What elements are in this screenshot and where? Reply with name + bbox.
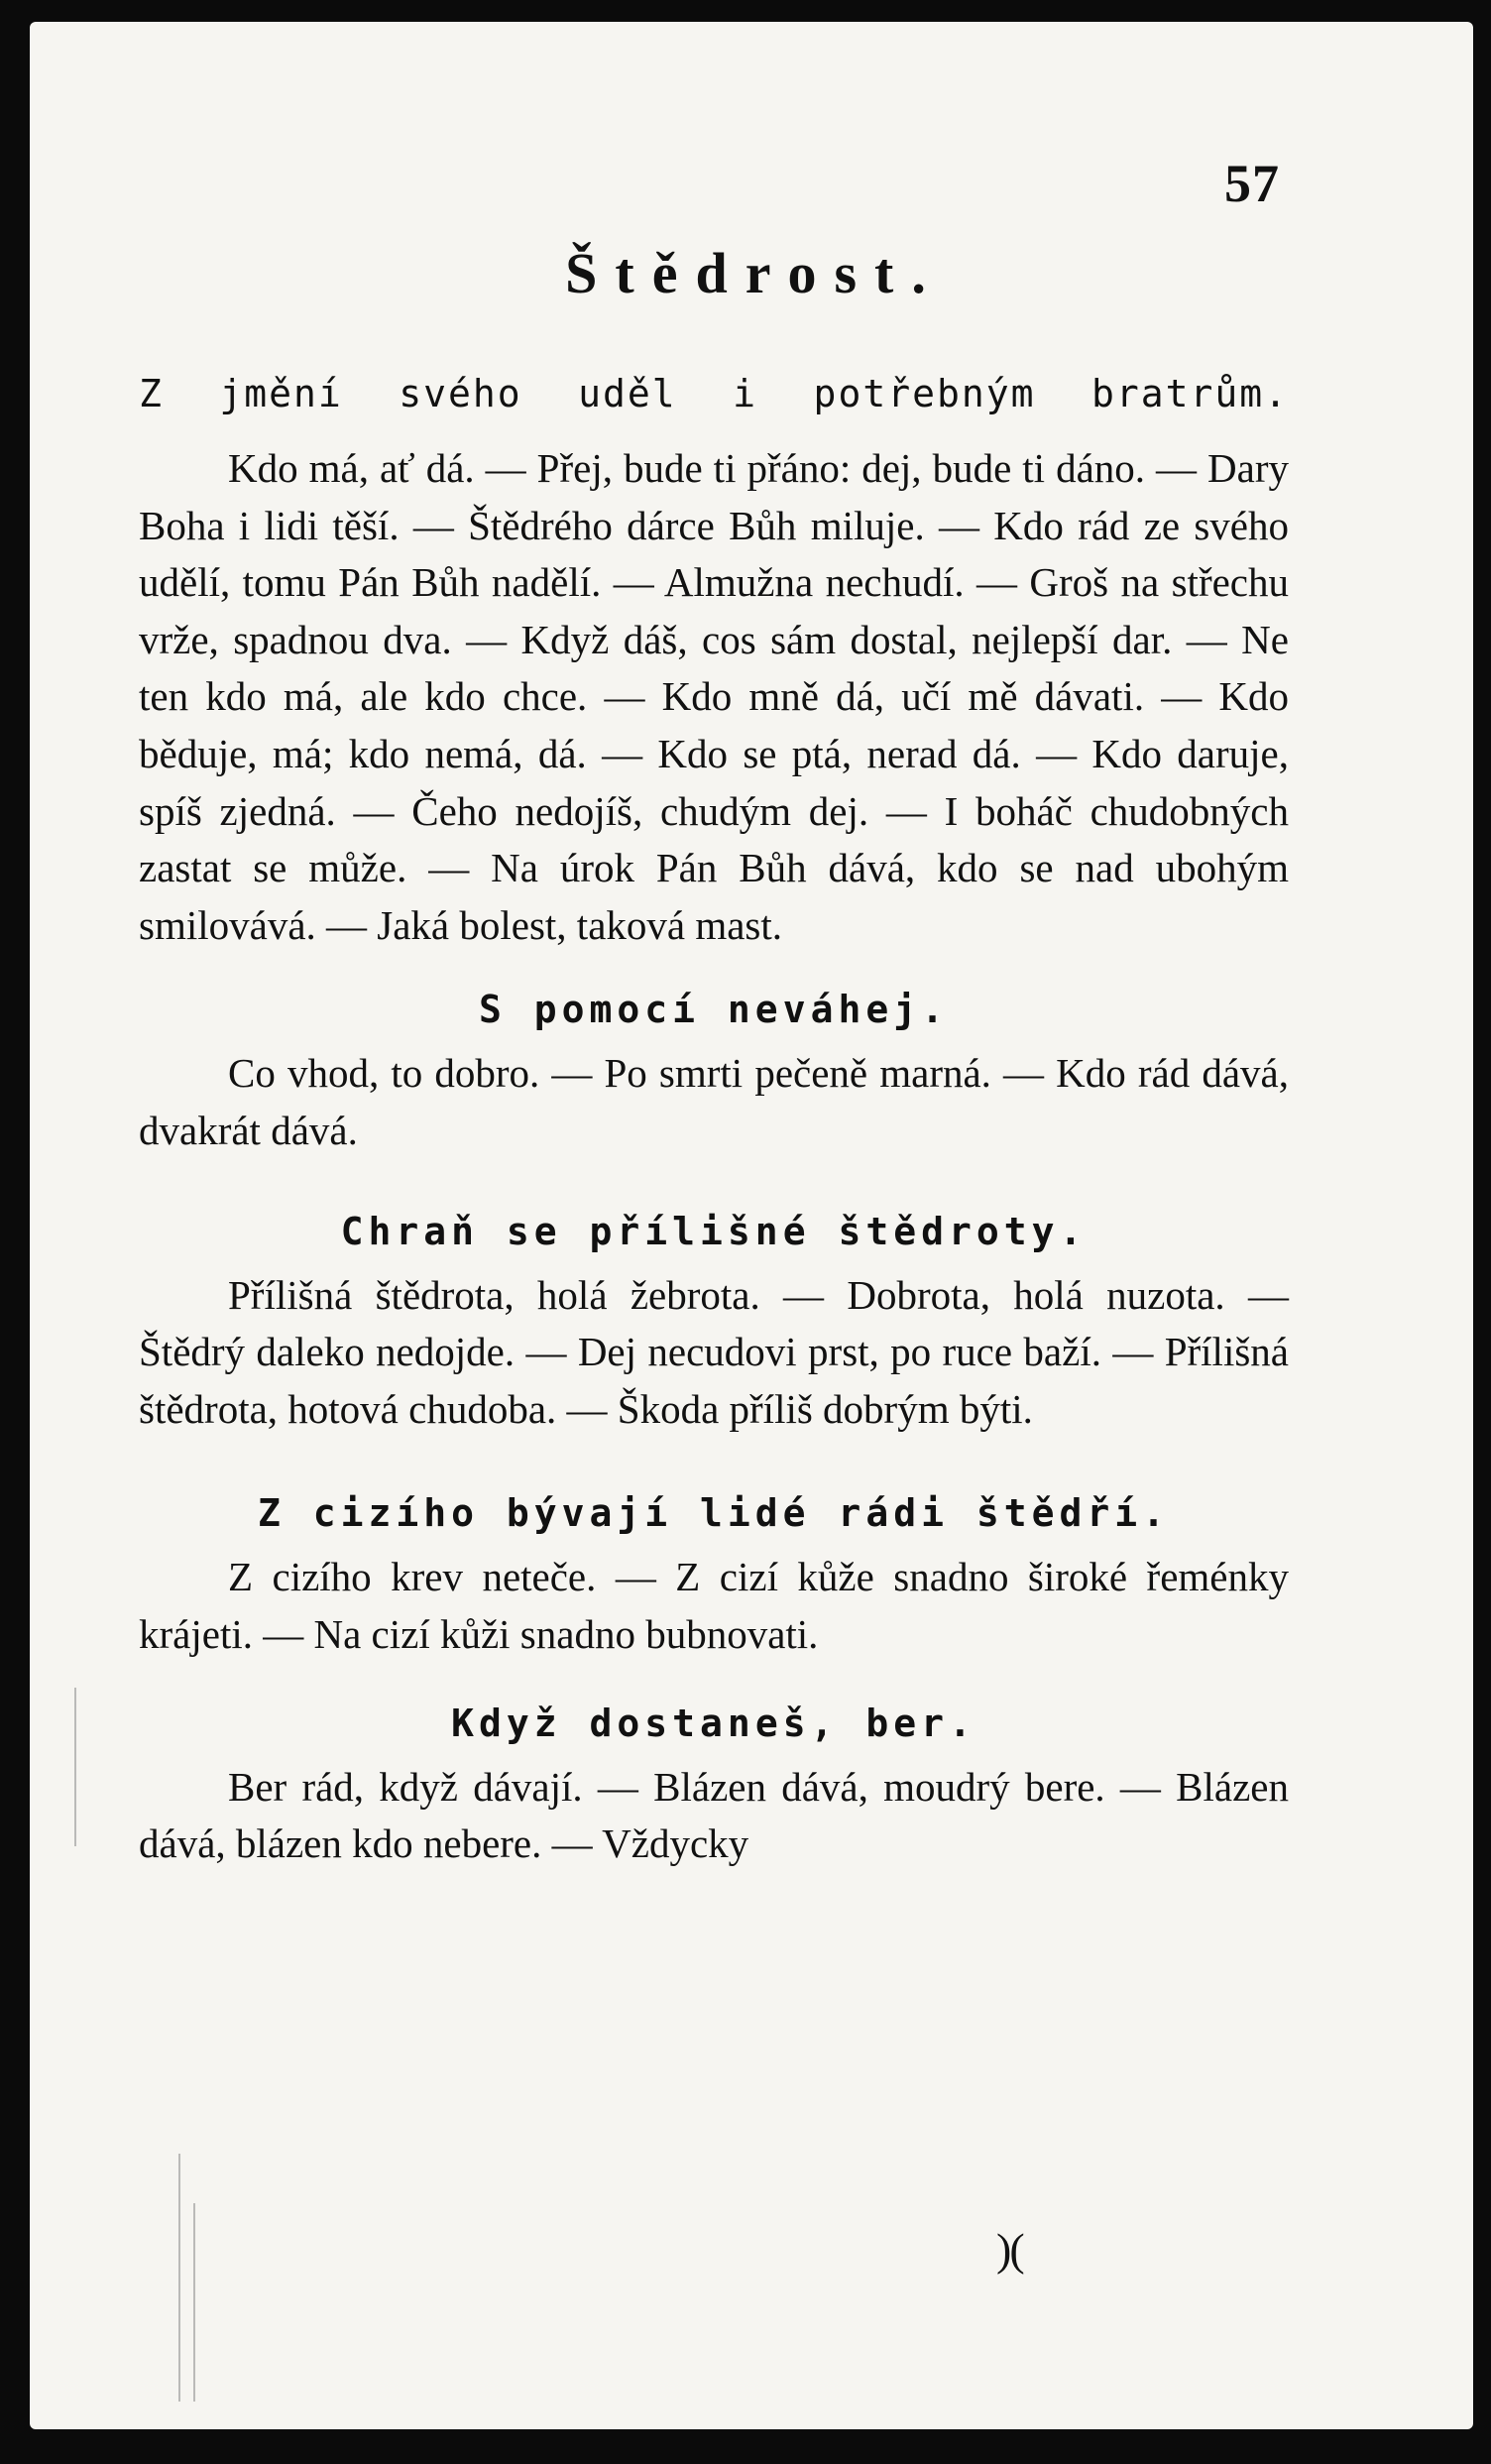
paragraph-proverbs-generosity: Kdo má, ať dá. — Přej, bude ti přáno: dej, bude ti dáno. — Dary Boha i lidi těší. — Štědrého dárce Bůh miluje. — Kdo rád ze svého udělí, tomu Pán Bůh nadělí. — Almužna nechudí. — Groš na střechu vrže, spadnou dva. — Když dáš, cos sám dostal, nejlepší dar. — Ne ten kdo má, ale kdo chce. — Kdo mně dá, učí mě dávati. — Kdo běduje, má; kdo nemá, dá. — Kdo se ptá, nerad dá. — Kdo daruje, spíš zjedná. — Čeho nedojíš, chudým dej. — I boháč chudobných zastat se může. — Na úrok Pán Bůh dává, kdo se nad ubohým smilovává. — Jaká bolest, taková mast. xyxy=(139,445,1289,948)
section-text-foreign: Z cizího krev neteče. — Z cizí kůže snadno široké řeménky krájeti. — Na cizí kůži snadno bubnovati. xyxy=(139,1554,1289,1657)
text-column xyxy=(139,359,1289,1873)
page-number: 57 xyxy=(1224,154,1280,213)
section-heading-foreign: Z cizího bývají lidé rádi štědří. xyxy=(258,1491,1170,1536)
signature-mark: )( xyxy=(996,2224,1023,2275)
section-text-help: Co vhod, to dobro. — Po smrti pečeně marná. — Kdo rád dává, dvakrát dává. xyxy=(139,1050,1289,1153)
spine-crease-line xyxy=(193,2203,195,2402)
section-text-excess: Přílišná štědrota, holá žebrota. — Dobrota, holá nuzota. — Štědrý daleko nedojde. — Dej necudovi prst, po ruce baží. — Přílišná štědrota, hotová chudoba. — Škoda příliš dobrým býti. xyxy=(139,1271,1289,1432)
section-heading-excess: Chraň se přílišné štědroty. xyxy=(340,1209,1088,1253)
section-text-take: Ber rád, když dávají. — Blázen dává, moudrý bere. — Blázen dává, blázen kdo nebere. — Vždycky xyxy=(139,1763,1289,1867)
chapter-motto: Z jmění svého uděl i potřebným bratrům. xyxy=(139,372,1289,415)
chapter-title: Štědrost. xyxy=(565,241,944,305)
section-heading-take: Když dostaneš, ber. xyxy=(451,1701,976,1745)
section-heading-help: S pomocí neváhej. xyxy=(479,988,949,1032)
book-page xyxy=(30,22,1473,2429)
spine-crease-line xyxy=(178,2154,180,2402)
spine-crease-line xyxy=(74,1688,76,1846)
